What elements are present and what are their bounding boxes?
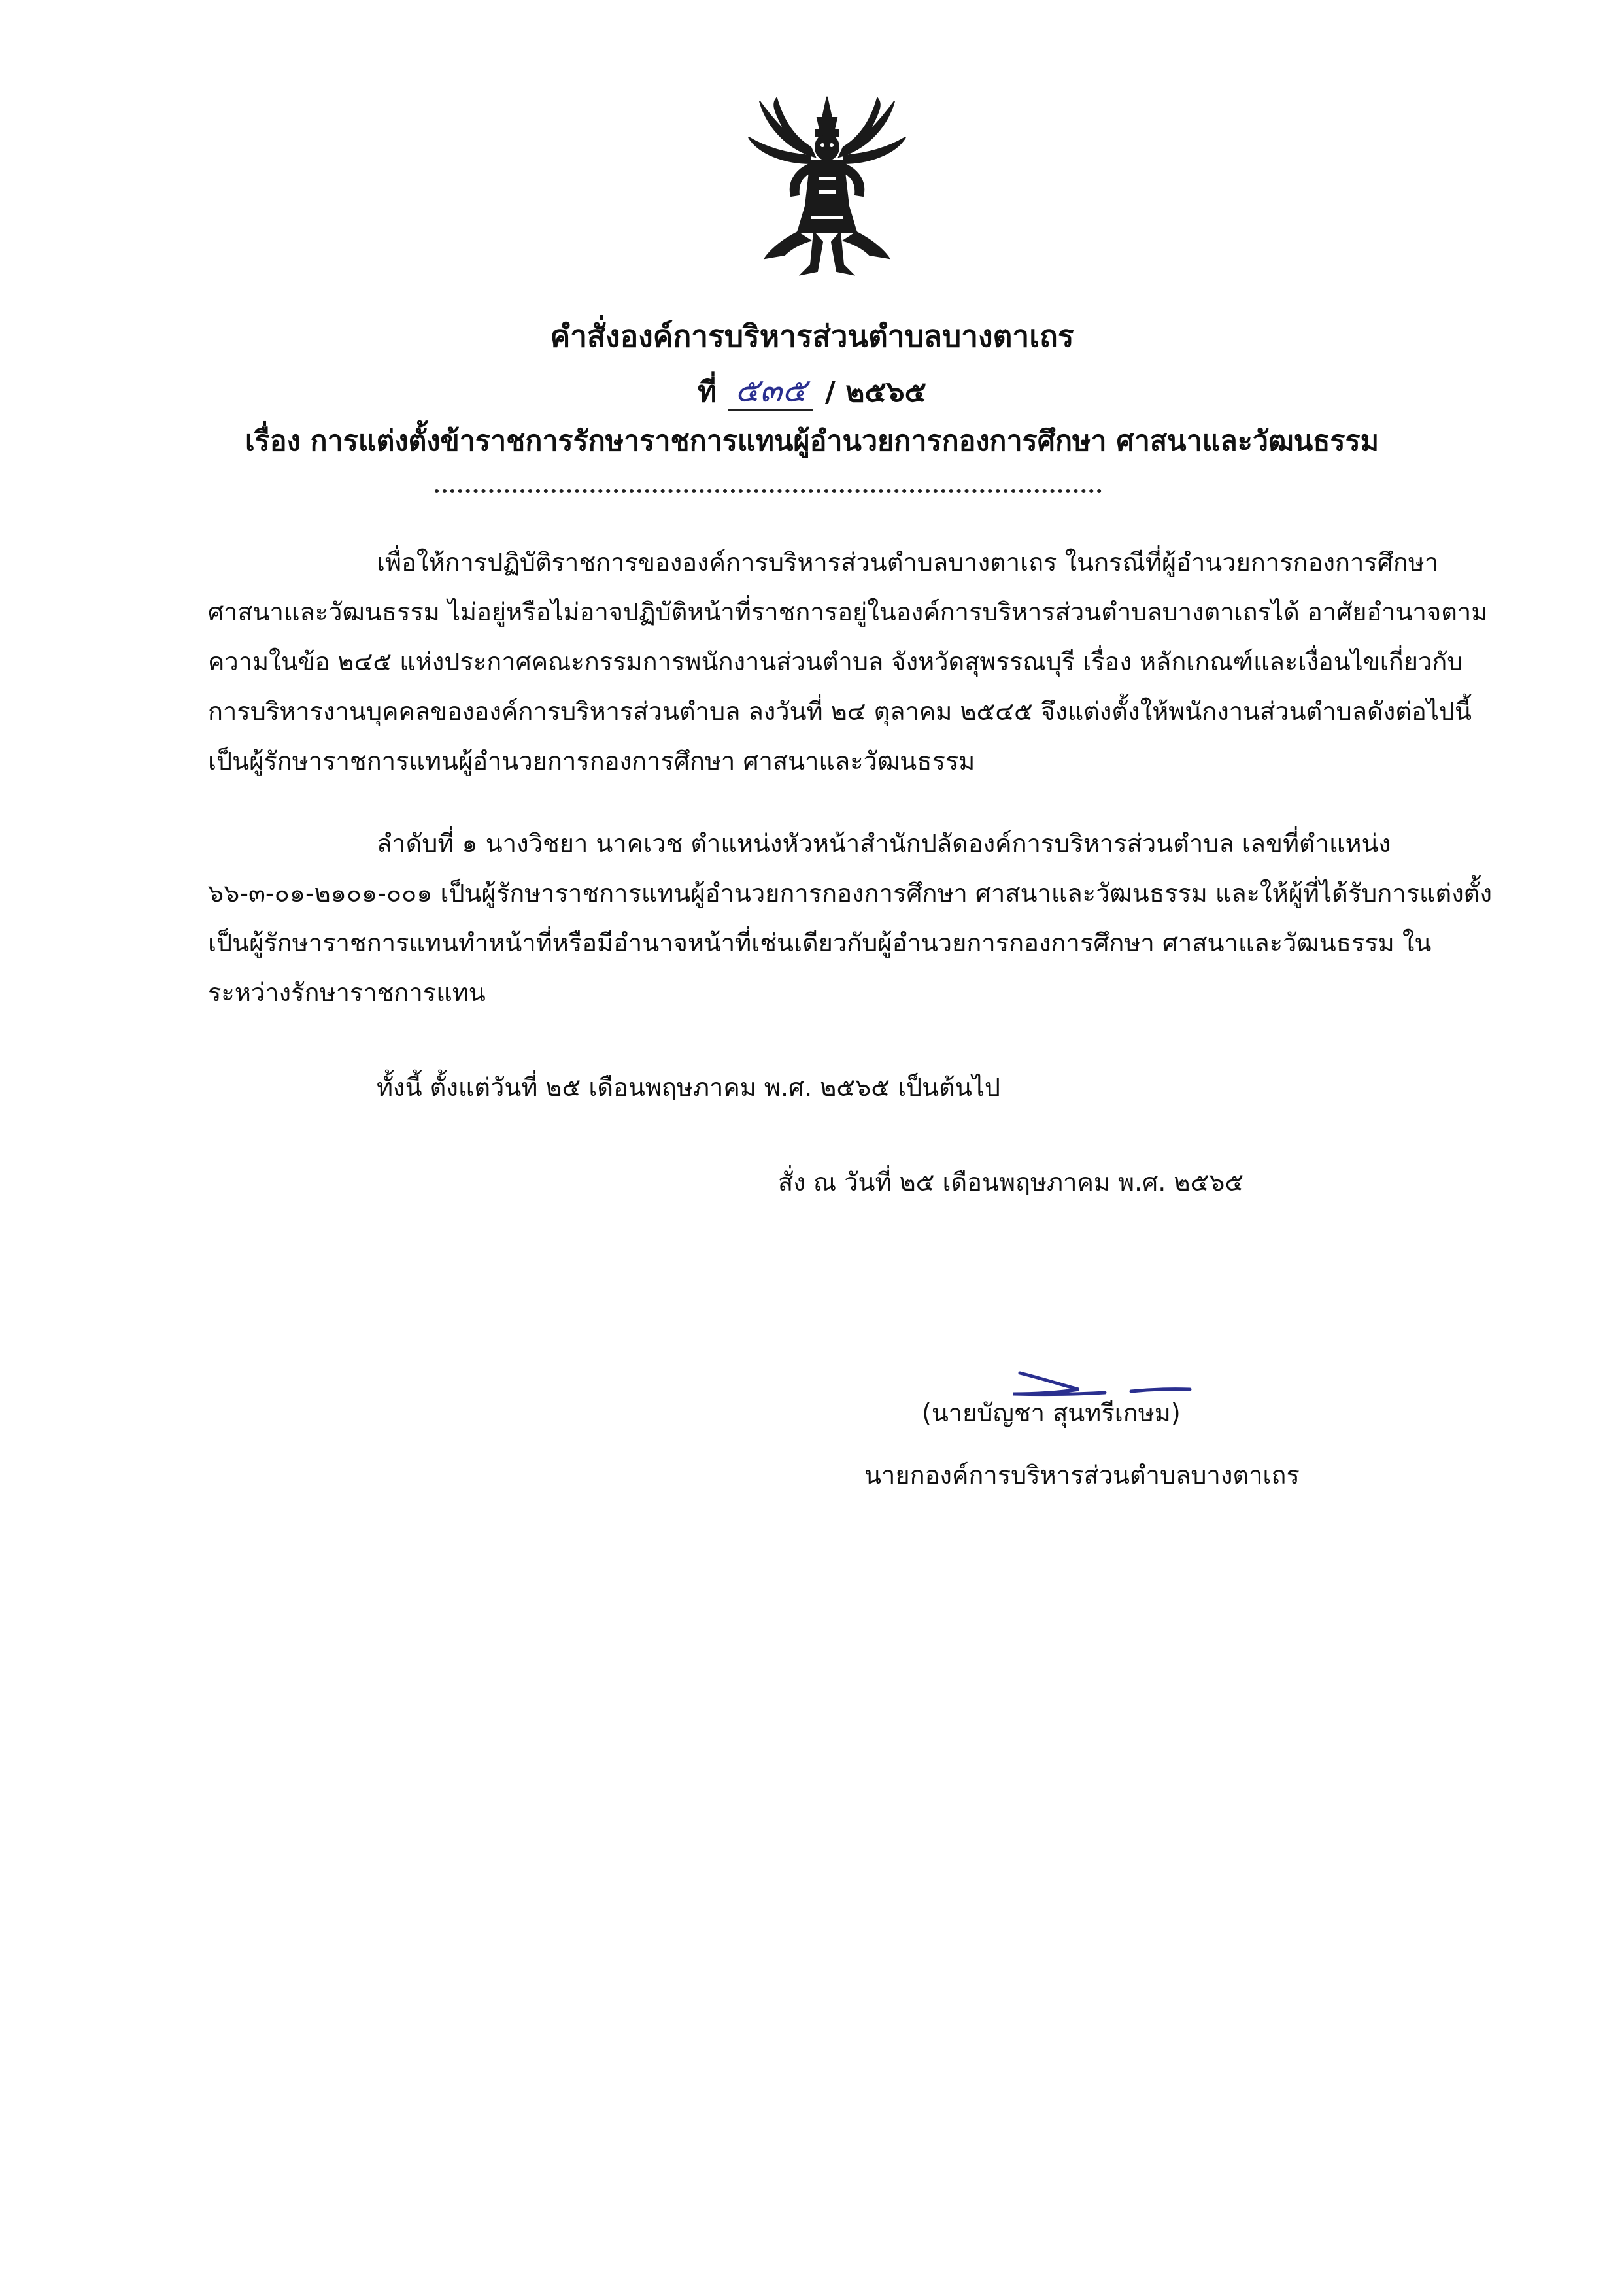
paragraph-effective-date: ทั้งนี้ ตั้งแต่วันที่ ๒๕ เดือนพฤษภาคม พ.ศ. ๒๕๖๕ เป็นต้นไป [377, 1073, 1001, 1102]
order-title: คำสั่งองค์การบริหารส่วนตำบลบางตาเถร [550, 318, 1074, 354]
paragraph-appointee: ลำดับที่ ๑ นางวิชยา นาคเวช ตำแหน่งหัวหน้าสำนักปลัดองค์การบริหารส่วนตำบล เลขที่ตำแหน่ง ๖๖-๓-๐๑-๒๑๐๑-๐๐๑ เป็นผู้รักษาราชการแทนผู้อำนวยการกองการศึกษา ศาสนาและวัฒนธรรม และให้ผู้ที่ได้รับการแต่งตั้งเป็นผู้รักษาราชการแทนทำหน้าที่หรือมีอำนาจหน้าที่เช่นเดียวกับผู้อำนวยการกองการศึกษา ศาสนาและวัฒนธรรม ในระหว่างรักษาราชการแทน [208, 829, 1492, 1007]
signer-title: นายกองค์การบริหารส่วนตำบลบางตาเถร [864, 1461, 1300, 1489]
dotted-divider [435, 489, 1102, 493]
order-number-label: ที่ [698, 375, 717, 409]
order-year: / ๒๕๖๕ [824, 375, 926, 409]
order-subject: เรื่อง การแต่งตั้งข้าราชการรักษาราชการแทนผู้อำนวยการกองการศึกษา ศาสนาและวัฒนธรรม [245, 425, 1379, 458]
order-number-handwritten: ๕๓๕ [728, 371, 813, 411]
paragraph-issued-date: สั่ง ณ วันที่ ๒๕ เดือนพฤษภาคม พ.ศ. ๒๕๖๕ [778, 1168, 1244, 1196]
order-number [0, 365, 1624, 416]
garuda-emblem-icon [745, 92, 909, 281]
paragraph-authority: เพื่อให้การปฏิบัติราชการขององค์การบริหารส่วนตำบลบางตาเถร ในกรณีที่ผู้อำนวยการกองการศึกษา ศาสนาและวัฒนธรรม ไม่อยู่หรือไม่อาจปฏิบัติหน้าที่ราชการอยู่ในองค์การบริหารส่วนตำบลบางตาเถรได้ อาศัยอำนาจตามความในข้อ ๒๔๕ แห่งประกาศคณะกรรมการพนักงานส่วนตำบล จังหวัดสุพรรณบุรี เรื่อง หลักเกณฑ์และเงื่อนไขเกี่ยวกับการบริหารงานบุคคลขององค์การบริหารส่วนตำบล ลงวันที่ ๒๔ ตุลาคม ๒๕๔๕ จึงแต่งตั้งให้พนักงานส่วนตำบลดังต่อไปนี้ เป็นผู้รักษาราชการแทนผู้อำนวยการกองการศึกษา ศาสนาและวัฒนธรรม [208, 548, 1488, 775]
signer-name: (นายบัญชา สุนทรีเกษม) [922, 1399, 1181, 1427]
